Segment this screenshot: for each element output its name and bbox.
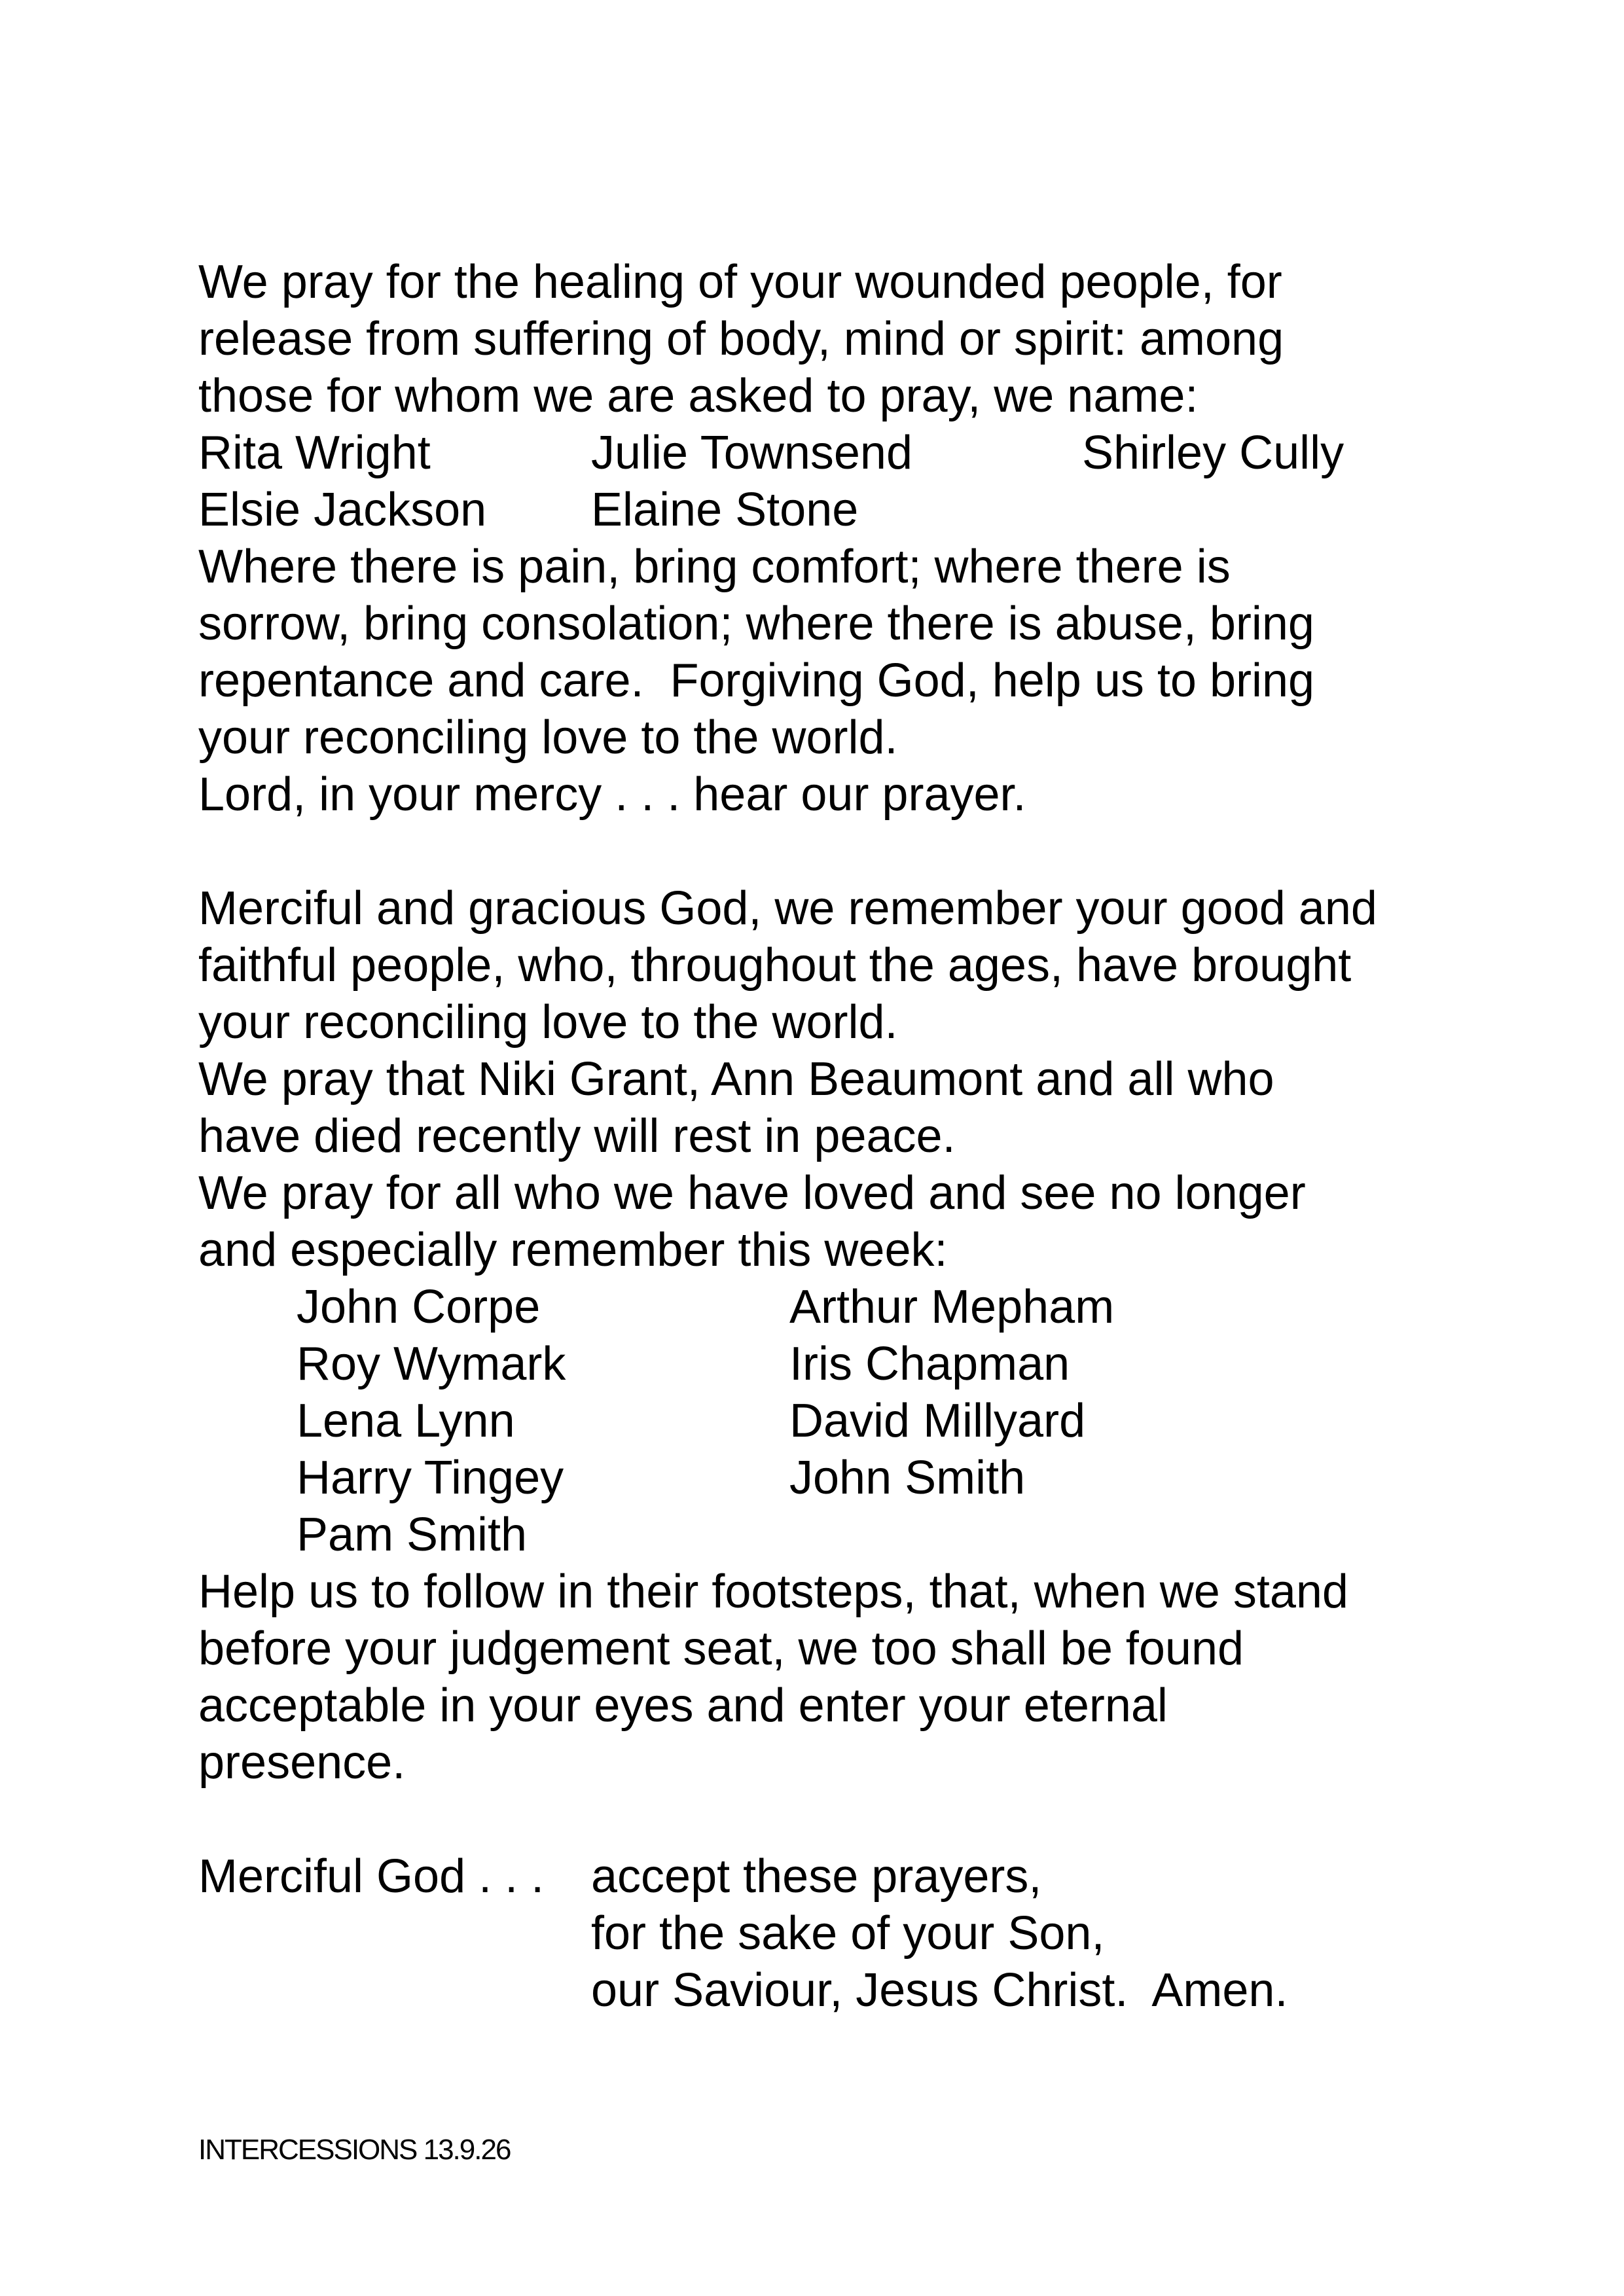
conclusion-lead: Merciful God . . .	[198, 1850, 545, 1903]
remembrance-intro-line: your reconciling love to the world.	[198, 996, 898, 1049]
remembrance-names-row	[198, 1450, 1507, 1507]
remembrance-names-row	[198, 1279, 1507, 1336]
remembrance-intro-line: Merciful and gracious God, we remember your good and	[198, 882, 1377, 935]
healing-body-line: sorrow, bring consolation; where there is abuse, bring	[198, 598, 1314, 650]
page-footer: INTERCESSIONS 13.9.26	[198, 2134, 511, 2166]
conclusion-line: accept these prayers,	[591, 1850, 1042, 1903]
name-entry: Rita Wright	[198, 427, 431, 479]
healing-names-row	[198, 482, 1507, 539]
name-entry: Arthur Mepham	[789, 1281, 1115, 1333]
remembrance-closing-line: presence.	[198, 1736, 406, 1789]
name-entry: Julie Townsend	[591, 427, 912, 479]
remembrance-intro-line: faithful people, who, throughout the ages, have brought	[198, 939, 1352, 992]
name-entry: Shirley Cully	[1082, 427, 1344, 479]
name-entry: Harry Tingey	[297, 1452, 564, 1504]
conclusion-line: for the sake of your Son,	[591, 1907, 1105, 1960]
name-entry: Lena Lynn	[297, 1395, 515, 1447]
healing-body-line: repentance and care. Forgiving God, help us to bring	[198, 655, 1315, 707]
name-entry: Roy Wymark	[297, 1338, 566, 1390]
conclusion-row	[198, 1962, 1507, 2019]
remembrance-intro-line: have died recently will rest in peace.	[198, 1110, 956, 1162]
healing-body-line: your reconciling love to the world.	[198, 711, 898, 764]
healing-names-row	[198, 425, 1507, 482]
name-entry: John Smith	[789, 1452, 1026, 1504]
remembrance-intro-line: We pray that Niki Grant, Ann Beaumont and all who	[198, 1053, 1274, 1105]
remembrance-closing-line: before your judgement seat, we too shall be found	[198, 1623, 1244, 1675]
name-entry: Elaine Stone	[591, 484, 859, 536]
name-entry: Iris Chapman	[789, 1338, 1070, 1390]
remembrance-closing-line: Help us to follow in their footsteps, that, when we stand	[198, 1566, 1348, 1618]
remembrance-names-row	[198, 1507, 1507, 1564]
remembrance-names-row	[198, 1336, 1507, 1393]
healing-body-line: Where there is pain, bring comfort; where there is	[198, 541, 1231, 593]
name-entry: Pam Smith	[297, 1509, 528, 1561]
healing-response: Lord, in your mercy . . . hear our prayer.	[198, 768, 1026, 821]
name-entry: John Corpe	[297, 1281, 541, 1333]
healing-intro-line: those for whom we are asked to pray, we name:	[198, 370, 1199, 422]
healing-intro-line: We pray for the healing of your wounded people, for	[198, 256, 1282, 308]
conclusion-line: our Saviour, Jesus Christ. Amen.	[591, 1964, 1288, 2017]
healing-intro-line: release from suffering of body, mind or spirit: among	[198, 313, 1284, 365]
remembrance-intro-line: We pray for all who we have loved and see no longer	[198, 1167, 1306, 1219]
remembrance-closing-line: acceptable in your eyes and enter your eternal	[198, 1679, 1168, 1732]
remembrance-names-row	[198, 1393, 1507, 1450]
conclusion-row	[198, 1905, 1507, 1962]
remembrance-intro-line: and especially remember this week:	[198, 1224, 948, 1276]
conclusion-row	[198, 1848, 1507, 1905]
name-entry: Elsie Jackson	[198, 484, 487, 536]
name-entry: David Millyard	[789, 1395, 1086, 1447]
